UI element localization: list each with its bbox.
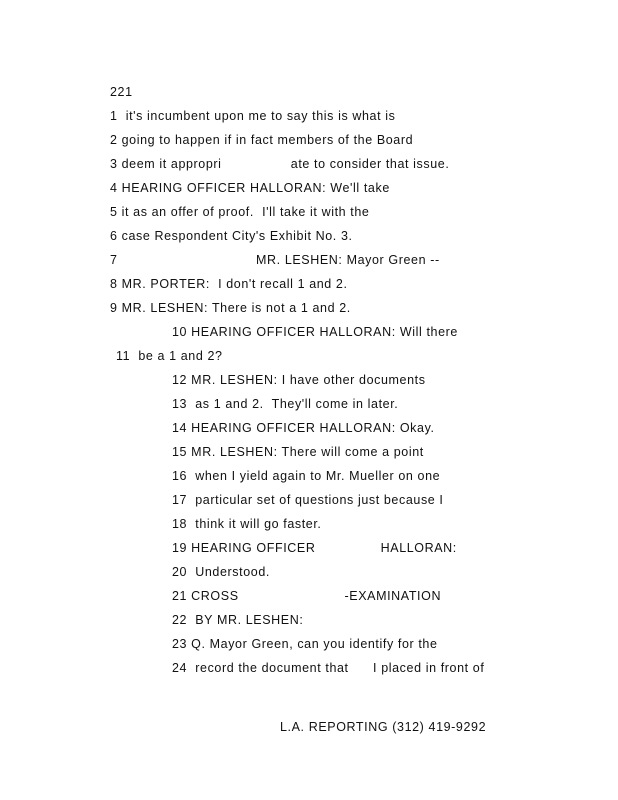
transcript-line-20: 20 Understood. [172, 565, 270, 579]
page-number: 221 [110, 85, 133, 99]
transcript-line-7: 7 MR. LESHEN: Mayor Green -- [110, 253, 440, 267]
transcript-line-9: 9 MR. LESHEN: There is not a 1 and 2. [110, 301, 351, 315]
transcript-line-5: 5 it as an offer of proof. I'll take it with the [110, 205, 370, 219]
transcript-line-2: 2 going to happen if in fact members of the Board [110, 133, 414, 147]
transcript-line-14: 14 HEARING OFFICER HALLORAN: Okay. [172, 421, 435, 435]
transcript-line-23: 23 Q. Mayor Green, can you identify for the [172, 637, 438, 651]
transcript-line-3: 3 deem it appropri ate to consider that issue. [110, 157, 450, 171]
transcript-line-1: 1 it's incumbent upon me to say this is what is [110, 109, 396, 123]
transcript-line-4: 4 HEARING OFFICER HALLORAN: We'll take [110, 181, 390, 195]
transcript-line-16: 16 when I yield again to Mr. Mueller on one [172, 469, 441, 483]
transcript-line-11: 11 be a 1 and 2? [116, 349, 223, 363]
reporter-footer: L.A. REPORTING (312) 419-9292 [280, 720, 487, 734]
transcript-line-10: 10 HEARING OFFICER HALLORAN: Will there [172, 325, 458, 339]
transcript-line-18: 18 think it will go faster. [172, 517, 322, 531]
transcript-line-17: 17 particular set of questions just because I [172, 493, 444, 507]
transcript-line-15: 15 MR. LESHEN: There will come a point [172, 445, 424, 459]
transcript-line-19: 19 HEARING OFFICER HALLORAN: [172, 541, 457, 555]
transcript-line-12: 12 MR. LESHEN: I have other documents [172, 373, 426, 387]
transcript-line-13: 13 as 1 and 2. They'll come in later. [172, 397, 399, 411]
transcript-line-21: 21 CROSS -EXAMINATION [172, 589, 442, 603]
transcript-line-24: 24 record the document that I placed in front of [172, 661, 485, 675]
transcript-line-6: 6 case Respondent City's Exhibit No. 3. [110, 229, 353, 243]
transcript-line-22: 22 BY MR. LESHEN: [172, 613, 304, 627]
transcript-line-8: 8 MR. PORTER: I don't recall 1 and 2. [110, 277, 348, 291]
